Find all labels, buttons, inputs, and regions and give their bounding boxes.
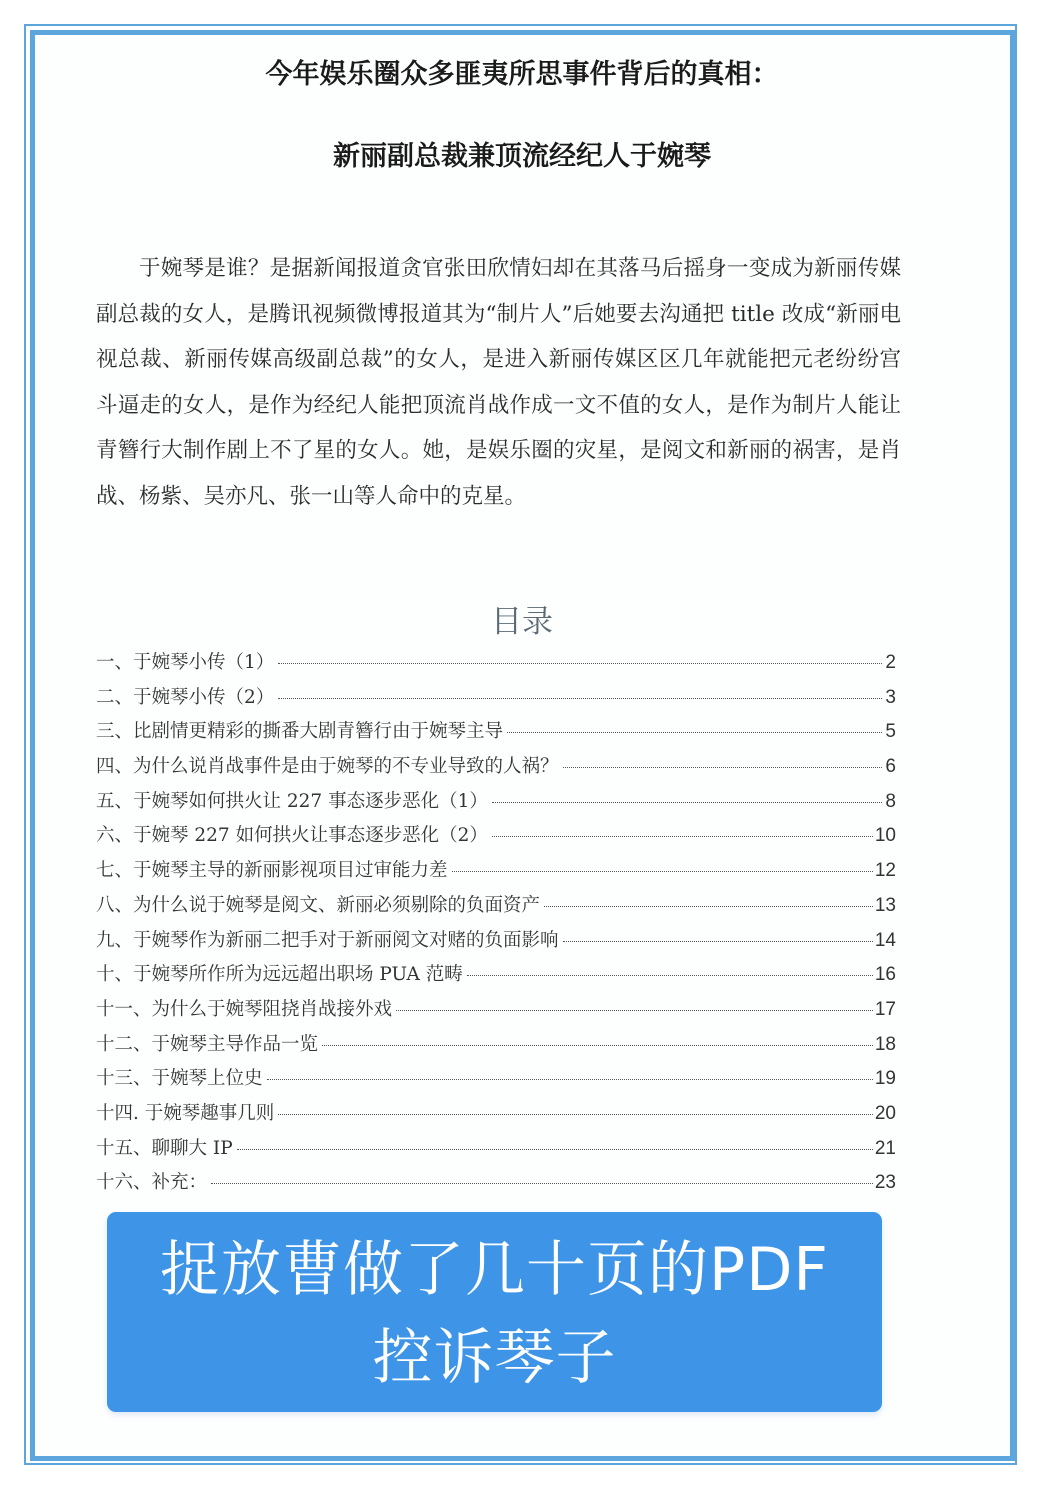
dot-leader xyxy=(396,1010,873,1011)
toc-item[interactable] xyxy=(96,891,896,926)
banner-line-2: 控诉琴子 xyxy=(372,1323,617,1393)
toc-item-label: 一、于婉琴小传（1） xyxy=(96,652,275,673)
toc-item[interactable] xyxy=(96,683,896,718)
toc-item[interactable] xyxy=(96,995,896,1030)
toc-item-label: 十五、聊聊大 IP xyxy=(96,1137,233,1159)
toc-item-page: 21 xyxy=(874,1137,896,1159)
dot-leader xyxy=(492,802,882,803)
toc-item[interactable] xyxy=(96,1099,896,1134)
toc-item-label: 九、于婉琴作为新丽二把手对于新丽阅文对赌的负面影响 xyxy=(96,929,559,951)
toc-item-page: 18 xyxy=(874,1033,896,1055)
toc-item-page: 17 xyxy=(874,998,896,1020)
toc-item[interactable] xyxy=(96,960,896,995)
toc-item-page: 8 xyxy=(885,790,896,812)
toc-item-page: 23 xyxy=(874,1172,896,1194)
dot-leader xyxy=(507,732,882,733)
toc-item[interactable] xyxy=(96,1064,896,1099)
document-title: 今年娱乐圈众多匪夷所思事件背后的真相： xyxy=(265,59,779,90)
toc-item-page: 14 xyxy=(874,929,896,951)
dot-leader xyxy=(267,1079,873,1080)
toc-item[interactable] xyxy=(96,821,896,856)
dot-leader xyxy=(278,663,882,664)
toc-item-label: 十、于婉琴所作所为远远超出职场 PUA 范畴 xyxy=(96,964,463,986)
toc-item[interactable] xyxy=(96,787,896,822)
dot-leader xyxy=(278,698,882,699)
toc-item-label: 五、于婉琴如何拱火让 227 事态逐步恶化（1） xyxy=(96,790,488,812)
toc-item-label: 三、比剧情更精彩的撕番大剧青簪行由于婉琴主导 xyxy=(96,721,504,743)
toc-item-label: 十三、于婉琴上位史 xyxy=(96,1068,263,1090)
toc-item[interactable] xyxy=(96,926,896,961)
banner-line-1: 捉放曹做了几十页的PDF xyxy=(160,1235,829,1305)
dot-leader xyxy=(492,836,873,837)
toc-item-label: 十四. 于婉琴趣事几则 xyxy=(96,1102,275,1124)
dot-leader xyxy=(211,1183,873,1184)
toc-item-page: 20 xyxy=(874,1102,896,1124)
toc-heading: 目录 xyxy=(491,604,553,640)
toc-item-label: 六、于婉琴 227 如何拱火让事态逐步恶化（2） xyxy=(96,825,488,847)
toc-item[interactable] xyxy=(96,717,896,752)
toc-item-page: 16 xyxy=(874,964,896,986)
dot-leader xyxy=(452,871,873,872)
toc-item-page: 19 xyxy=(874,1068,896,1090)
toc-item-label: 七、于婉琴主导的新丽影视项目过审能力差 xyxy=(96,860,448,882)
toc-item[interactable] xyxy=(96,1134,896,1169)
toc-item-page: 5 xyxy=(885,721,896,743)
caption-banner xyxy=(107,1212,882,1412)
document-subtitle: 新丽副总裁兼顶流经纪人于婉琴 xyxy=(333,141,711,172)
toc-item-label: 八、为什么说于婉琴是阅文、新丽必须剔除的负面资产 xyxy=(96,894,541,916)
toc-item-label: 十二、于婉琴主导作品一览 xyxy=(96,1033,319,1055)
toc-item-page: 10 xyxy=(874,825,896,847)
dot-leader xyxy=(322,1045,873,1046)
toc-item-page: 6 xyxy=(885,756,896,778)
dot-leader xyxy=(467,975,873,976)
toc-item-label: 二、于婉琴小传（2） xyxy=(96,686,275,708)
toc-item-page: 3 xyxy=(885,686,896,708)
toc-item[interactable] xyxy=(96,648,896,683)
dot-leader xyxy=(563,941,873,942)
table-of-contents xyxy=(96,648,896,1203)
toc-item-page: 12 xyxy=(874,860,896,882)
toc-item-label: 十六、补充： xyxy=(96,1172,208,1194)
dot-leader xyxy=(278,1114,873,1115)
toc-item-page: 13 xyxy=(874,894,896,916)
intro-paragraph: 于婉琴是谁？是据新闻报道贪官张田欣情妇却在其落马后摇身一变成为新丽传媒副总裁的女人，是腾讯视频微博报道其为“制片人”后她要去沟通把 title 改成“新丽电视总裁、新丽传媒高级副总裁”的女人，是进入新丽传媒区区几年就能把元老纷纷宫斗逼走的女人，是作为经纪人能把顶流肖战作成一文不值的女人，是作为制片人能让青簪行大制作剧上不了星的女人。她，是娱乐圈的灾星，是阅文和新丽的祸害，是肖战、杨紫、吴亦凡、张一山等人命中的克星。 xyxy=(96,256,901,509)
toc-item[interactable] xyxy=(96,1030,896,1065)
dot-leader xyxy=(544,906,873,907)
dot-leader xyxy=(237,1149,873,1150)
toc-item[interactable] xyxy=(96,856,896,891)
toc-item-page: 2 xyxy=(885,652,896,673)
toc-item[interactable] xyxy=(96,752,896,787)
dot-leader xyxy=(563,767,882,768)
toc-item-label: 四、为什么说肖战事件是由于婉琴的不专业导致的人祸？ xyxy=(96,756,559,778)
toc-item-label: 十一、为什么于婉琴阻挠肖战接外戏 xyxy=(96,998,393,1020)
toc-item[interactable] xyxy=(96,1168,896,1203)
